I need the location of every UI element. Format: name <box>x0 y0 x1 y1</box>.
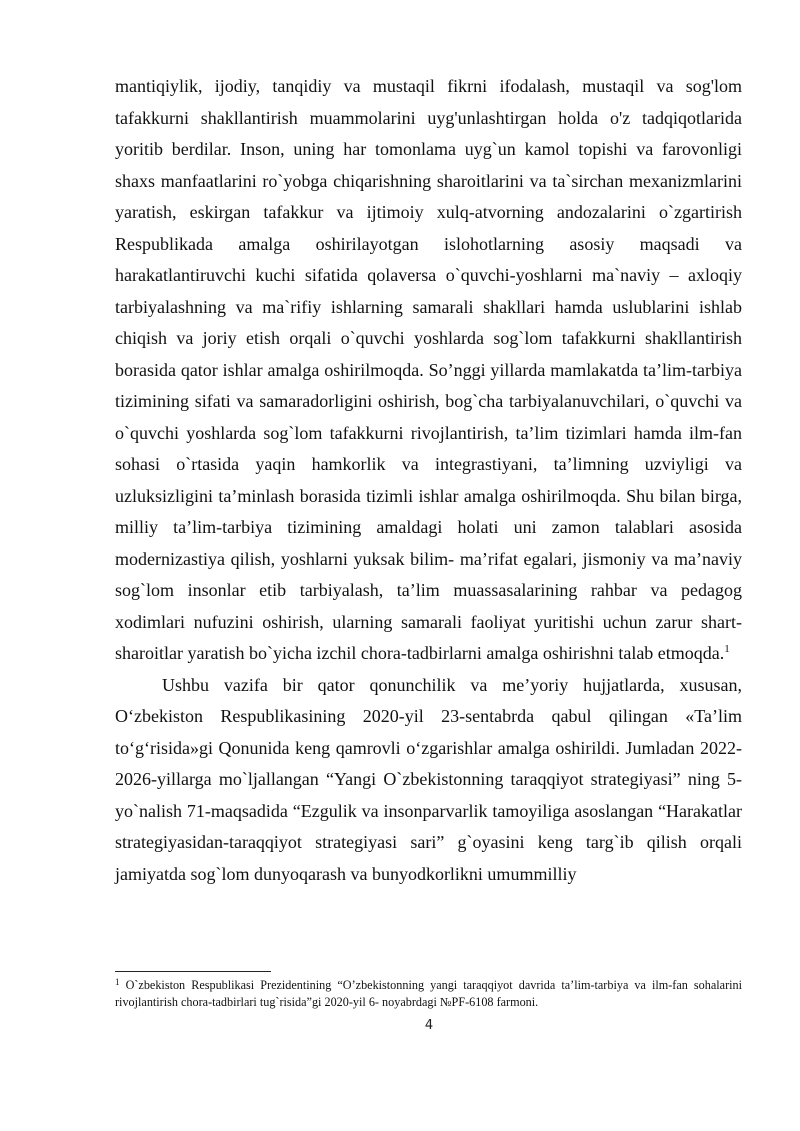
footnote-text: O`zbekiston Respublikasi Prezidentining “O’zbekistonning yangi taraqqiyot davrida ta’lim-tarbiya va ilm-fan sohalarini rivojlantirish chora-tadbirlari tug`risida”gi 2020-yil 6- noyabrdagi №PF-6108 farmoni. <box>115 978 742 1009</box>
body-text <box>115 71 742 890</box>
paragraph: Ushbu vazifa bir qator qonunchilik va me’yoriy hujjatlarda, xususan, O‘zbekiston Respublikasining 2020-yil 23-sentabrda qabul qilingan «Ta’lim to‘g‘risida»gi Qonunida keng qamrovli o‘zgarishlar amalga oshirildi. Jumladan 2022-2026-yillarga mo`ljallangan “Yangi O`zbekistonning taraqqiyot strategiyasi” ning 5-yo`nalish 71-maqsadida “Ezgulik va insonparvarlik tamoyiliga asoslangan “Harakatlar strategiyasidan-taraqqiyot strategiyasi sari” g`oyasini keng targ`ib qilish orqali jamiyatda sog`lom dunyoqarash va bunyodkorlikni umummilliy <box>115 674 742 884</box>
page-number: 4 <box>424 1018 434 1033</box>
footnote-number: 1 <box>115 977 120 987</box>
footnote <box>115 977 742 1011</box>
paragraph <box>115 71 742 670</box>
footnote-reference: 1 <box>724 643 730 655</box>
paragraph-text: mantiqiylik, ijodiy, tanqidiy va mustaqil fikrni ifodalash, mustaqil va sog'lom tafakkurni shakllantirish muammolarini uyg'unlashtirgan holda o'z tadqiqotlarida yoritib berdilar. Inson, uning har tomonlama uyg`un kamol topishi va farovonligi shaxs manfaatlarini ro`yobga chiqarishning sharoitlarini va ta`sirchan mexanizmlarini yaratish, eskirgan tafakkur va ijtimoiy xulq-atvorning andozalarini o`zgartirish Respublikada amalga oshirilayotgan islohotlarning asosiy maqsadi va harakatlantiruvchi kuchi sifatida qolaversa o`quvchi-yoshlarni ma`naviy – axloqiy tarbiyalashning va ma`rifiy ishlarning samarali shakllari hamda uslublarini ishlab chiqish va joriy etish orqali o`quvchi yoshlarda sog`lom tafakkurni shakllantirish borasida qator ishlar amalga oshirilmoqda. So’nggi yillarda mamlakatda ta’lim-tarbiya tizimining sifati va samaradorligini oshirish, bog`cha tarbiyalanuvchilari, o`quvchi va o`quvchi yoshlarda sog`lom tafakkurni rivojlantirish, ta’lim tizimlari hamda ilm-fan sohasi o`rtasida yaqin hamkorlik va integrastiyani, ta’limning uzviyligi va uzluksizligini ta’minlash borasida tizimli ishlar amalga oshirilmoqda. Shu bilan birga, milliy ta’lim-tarbiya tizimining amaldagi holati uni zamon talablari asosida modernizastiya qilish, yoshlarni yuksak bilim- ma’rifat egalari, jismoniy va ma’naviy sog`lom insonlar etib tarbiyalash, ta’lim muassasalarining rahbar va pedagog xodimlari nufuzini oshirish, ularning samarali faoliyat yuritishi uchun zarur shart-sharoitlar yaratish bo`yicha izchil chora-tadbirlarni amalga oshirishni talab etmoqda. <box>115 76 742 663</box>
footnote-separator <box>115 971 271 972</box>
